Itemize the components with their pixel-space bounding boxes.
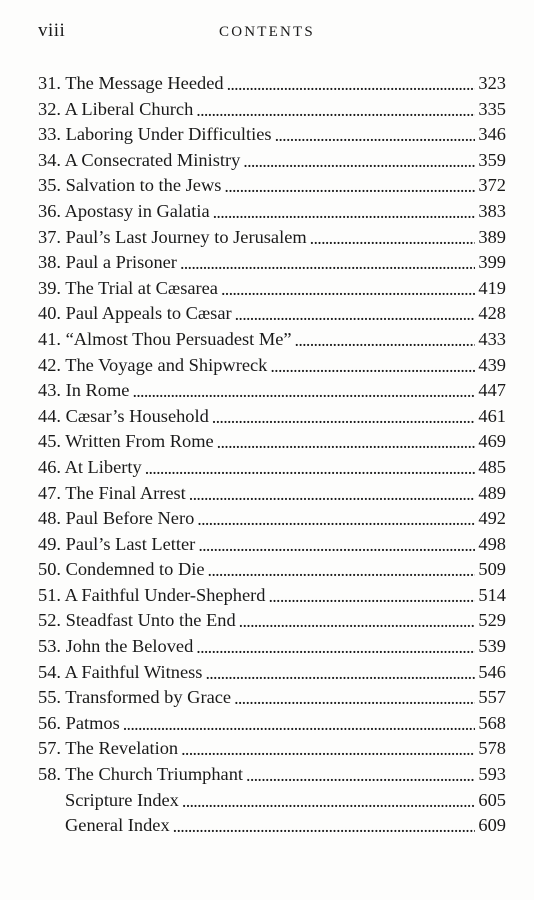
entry-title: 31. The Message Heeded (38, 73, 224, 93)
entry-title: 37. Paul’s Last Journey to Jerusalem (38, 226, 307, 247)
entry-title: General Index (65, 815, 170, 836)
entry-title: Scripture Index (65, 789, 179, 810)
entry-page-number: 514 (478, 584, 506, 605)
toc-entry (38, 175, 506, 201)
entry-title: 35. Salvation to the Jews (38, 175, 222, 196)
entry-title: 54. A Faithful Witness (38, 661, 203, 682)
entry-page-number: 546 (478, 661, 506, 682)
entry-page-number: 419 (478, 277, 506, 298)
toc-entry (38, 713, 506, 739)
toc-entry-index (38, 790, 506, 816)
entry-title: 44. Cæsar’s Household (38, 405, 209, 426)
entry-page-number: 498 (478, 533, 506, 554)
entry-page-number: 428 (478, 303, 506, 324)
entry-page-number: 399 (478, 252, 506, 273)
entry-title: 58. The Church Triumphant (38, 764, 244, 785)
entry-page-number: 372 (478, 175, 506, 196)
toc-entry (38, 73, 506, 99)
dot-leader (208, 560, 476, 578)
entry-title: 52. Steadfast Unto the End (38, 610, 236, 631)
page-number: viii (38, 20, 66, 41)
toc-entry (38, 764, 506, 790)
toc-entry (38, 636, 506, 662)
dot-leader (224, 176, 475, 194)
dot-leader (197, 509, 475, 527)
entry-page-number: 539 (478, 636, 506, 657)
table-of-contents (38, 73, 506, 841)
entry-page-number: 323 (478, 73, 506, 93)
dot-leader (196, 100, 475, 118)
dot-leader (123, 714, 476, 732)
toc-entry (38, 201, 506, 227)
toc-entry (38, 124, 506, 150)
entry-title: 48. Paul Before Nero (38, 508, 195, 529)
entry-title: 41. “Almost Thou Persuadest Me” (38, 328, 292, 349)
entry-page-number: 433 (478, 328, 506, 349)
entry-title: 36. Apostasy in Galatia (38, 200, 210, 221)
dot-leader (310, 228, 476, 246)
toc-entry (38, 278, 506, 304)
entry-page-number: 485 (478, 456, 506, 477)
entry-page-number: 346 (478, 124, 506, 145)
toc-entry (38, 687, 506, 713)
toc-entry (38, 534, 506, 560)
entry-title: 33. Laboring Under Difficulties (38, 124, 272, 145)
entry-title: 34. A Consecrated Ministry (38, 149, 241, 170)
dot-leader (173, 816, 476, 834)
toc-entry (38, 431, 506, 457)
toc-entry-index (38, 815, 506, 841)
entry-title: 47. The Final Arrest (38, 482, 186, 503)
toc-entry (38, 227, 506, 253)
entry-title: 55. Transformed by Grace (38, 687, 232, 708)
dot-leader (145, 458, 476, 476)
toc-entry (38, 252, 506, 278)
entry-title: 45. Written From Rome (38, 431, 214, 452)
dot-leader (181, 739, 475, 757)
entry-title: 38. Paul a Prisoner (38, 252, 177, 273)
entry-page-number: 557 (478, 687, 506, 708)
entry-page-number: 489 (478, 482, 506, 503)
dot-leader (182, 791, 476, 809)
toc-entry (38, 355, 506, 381)
entry-page-number: 359 (478, 149, 506, 170)
entry-title: 50. Condemned to Die (38, 559, 205, 580)
dot-leader (196, 637, 475, 655)
dot-leader (243, 151, 475, 169)
entry-page-number: 469 (478, 431, 506, 452)
dot-leader (213, 202, 476, 220)
entry-title: 46. At Liberty (38, 456, 142, 477)
entry-page-number: 593 (478, 764, 506, 785)
dot-leader (212, 407, 476, 425)
entry-page-number: 609 (478, 815, 506, 836)
dot-leader (270, 356, 475, 374)
entry-page-number: 509 (478, 559, 506, 580)
entry-page-number: 492 (478, 508, 506, 529)
dot-leader (221, 279, 475, 297)
dot-leader (227, 74, 476, 92)
dot-leader (217, 432, 476, 450)
toc-entry (38, 457, 506, 483)
dot-leader (234, 688, 475, 706)
dot-leader (268, 586, 475, 604)
dot-leader (275, 125, 476, 143)
toc-entry (38, 559, 506, 585)
entry-page-number: 389 (478, 226, 506, 247)
toc-entry (38, 99, 506, 125)
entry-page-number: 383 (478, 200, 506, 221)
toc-entry (38, 303, 506, 329)
entry-title: 40. Paul Appeals to Cæsar (38, 303, 232, 324)
toc-entry (38, 662, 506, 688)
dot-leader (198, 535, 475, 553)
toc-entry (38, 380, 506, 406)
toc-entry (38, 150, 506, 176)
dot-leader (205, 663, 475, 681)
toc-entry (38, 483, 506, 509)
toc-entry (38, 406, 506, 432)
running-head: CONTENTS (219, 24, 315, 40)
dot-leader (189, 484, 476, 502)
entry-page-number: 529 (478, 610, 506, 631)
entry-page-number: 578 (478, 738, 506, 759)
entry-page-number: 335 (478, 98, 506, 119)
entry-title: 43. In Rome (38, 380, 130, 401)
toc-entry (38, 508, 506, 534)
toc-entry (38, 329, 506, 355)
dot-leader (235, 304, 476, 322)
dot-leader (132, 381, 475, 399)
entry-title: 42. The Voyage and Shipwreck (38, 354, 268, 375)
entry-page-number: 461 (478, 405, 506, 426)
entry-title: 56. Patmos (38, 712, 120, 733)
dot-leader (180, 253, 475, 271)
entry-title: 57. The Revelation (38, 738, 179, 759)
entry-page-number: 568 (478, 712, 506, 733)
entry-title: 51. A Faithful Under-Shepherd (38, 584, 266, 605)
entry-page-number: 447 (478, 380, 506, 401)
dot-leader (239, 611, 476, 629)
toc-entry (38, 585, 506, 611)
dot-leader (246, 765, 475, 783)
toc-entry (38, 610, 506, 636)
dot-leader (295, 330, 476, 348)
toc-entry (38, 738, 506, 764)
entry-title: 49. Paul’s Last Letter (38, 533, 196, 554)
entry-title: 53. John the Beloved (38, 636, 194, 657)
entry-title: 32. A Liberal Church (38, 98, 194, 119)
entry-title: 39. The Trial at Cæsarea (38, 277, 218, 298)
entry-page-number: 439 (478, 354, 506, 375)
entry-page-number: 605 (478, 789, 506, 810)
